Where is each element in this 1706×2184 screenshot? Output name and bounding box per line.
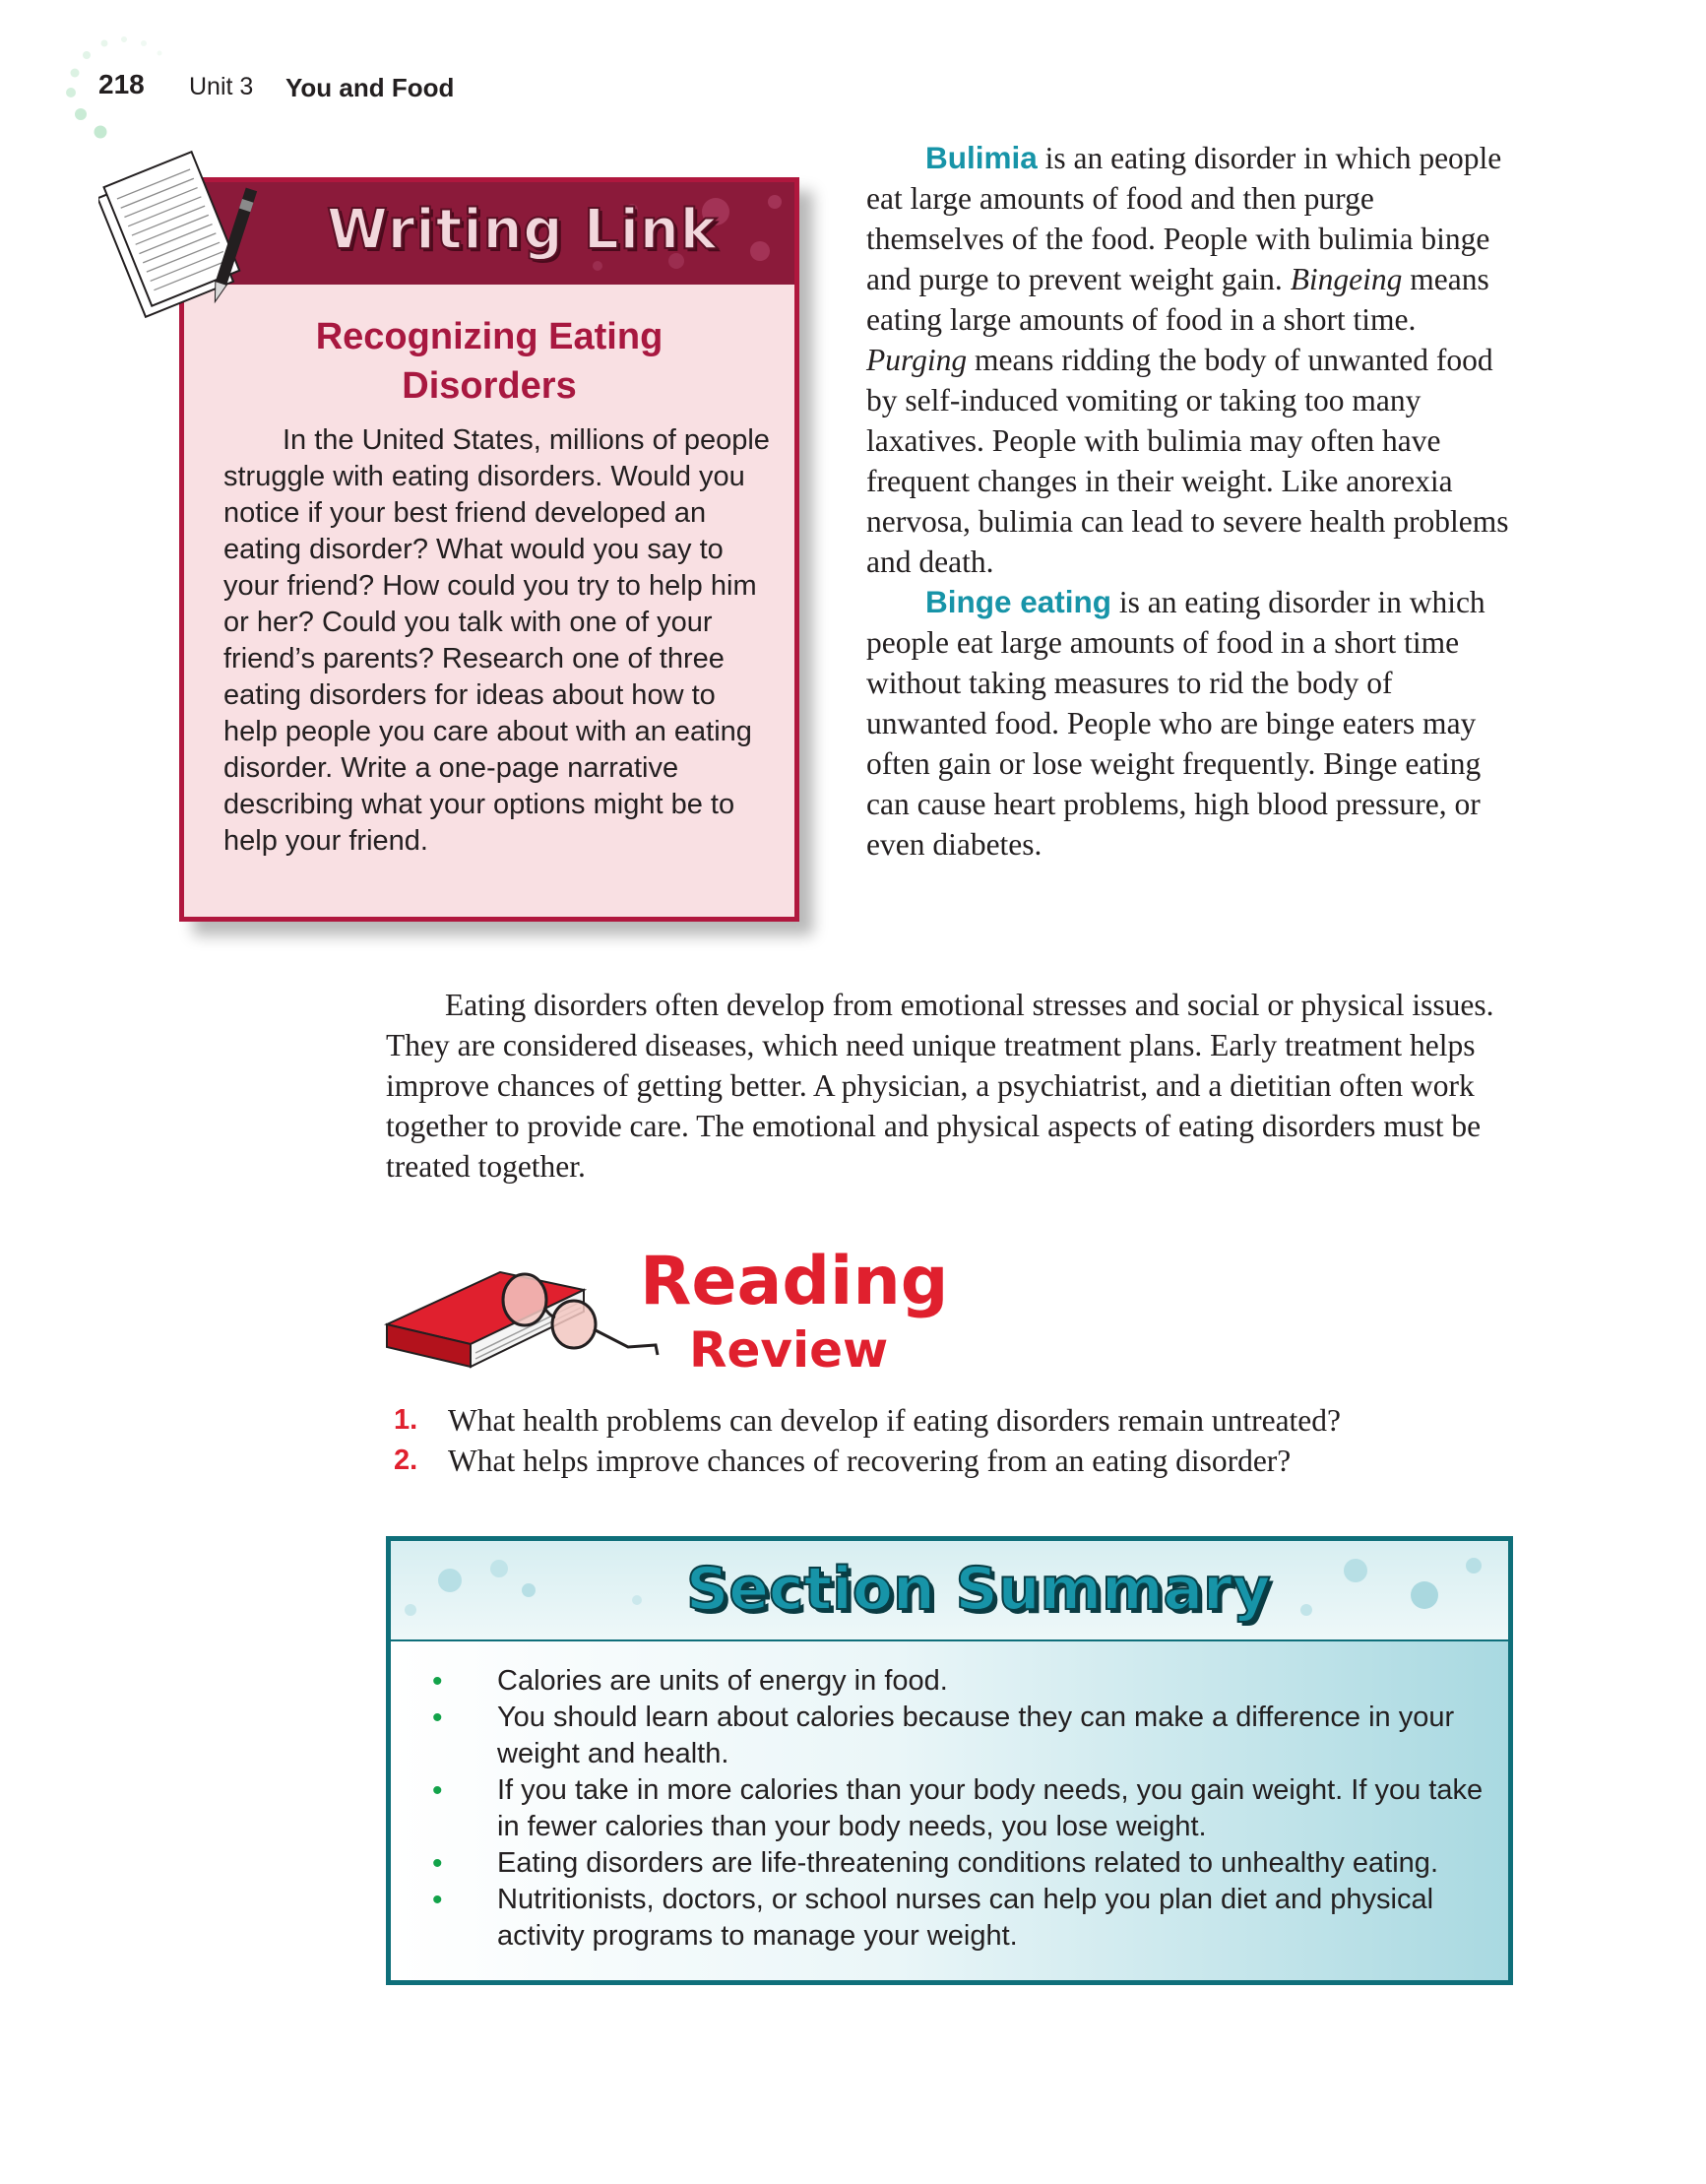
italic-bingeing: Bingeing — [1290, 262, 1403, 296]
right-column — [866, 138, 1516, 865]
bulimia-text-3: means ridding the body of unwanted food by self-induced vomiting or taking too many laxatives. People with bulimia may often have frequent changes in their weight. Like anorexia nervosa, bulimia can lead to severe health problems and death. — [866, 343, 1509, 579]
bulimia-paragraph — [866, 138, 1516, 582]
section-summary-box — [386, 1536, 1513, 1985]
eating-disorders-paragraph: Eating disorders often develop from emotional stresses and social or physical issues. They are considered diseases, which need unique treatment plans. Early treatment helps improve chances of getting better. A physician, a psychiatrist, and a dietitian often work together to provide care. The emotional and physical aspects of eating disorders must be treated together. — [386, 988, 1494, 1184]
question-number: 1. — [394, 1404, 418, 1436]
section-summary-list — [420, 1663, 1484, 1955]
writing-link-box — [179, 177, 799, 922]
bullet-icon: • — [432, 1847, 443, 1880]
bullet-icon: • — [432, 1774, 443, 1807]
bullet-icon: • — [432, 1665, 443, 1698]
binge-eating-text: is an eating disorder in which people eat large amounts of food in a short time without taking measures to rid the body of unwanted food. People who are binge eaters may often gain or lose weight frequently. Binge eating can cause heart problems, high blood pressure, or even diabetes. — [866, 585, 1485, 862]
section-summary-title: Section Summary — [686, 1555, 1271, 1624]
reading-review-title-1: Reading — [640, 1243, 949, 1320]
summary-text: If you take in more calories than your body needs, you gain weight. If you take in fewer calories than your body needs, you lose weight. — [497, 1774, 1484, 1842]
book-glasses-icon — [382, 1251, 667, 1374]
term-bulimia: Bulimia — [925, 140, 1038, 175]
bullet-icon: • — [432, 1702, 443, 1734]
italic-purging: Purging — [866, 343, 968, 377]
list-item — [420, 1700, 1484, 1772]
bulimia-text-2: means eating large amounts of food in a short time. — [866, 262, 1489, 337]
writing-link-banner — [184, 182, 794, 285]
list-item — [394, 1400, 1341, 1441]
question-number: 2. — [394, 1445, 418, 1476]
binge-eating-paragraph — [866, 582, 1516, 865]
unit-label: Unit 3 — [189, 73, 254, 100]
question-text: What helps improve chances of recovering from an eating disorder? — [448, 1444, 1292, 1478]
reading-review-list — [394, 1400, 1341, 1481]
page-number: 218 — [98, 69, 145, 99]
summary-text: Eating disorders are life-threatening conditions related to unhealthy eating. — [497, 1847, 1438, 1879]
section-summary-banner — [391, 1541, 1508, 1641]
unit-title: You and Food — [285, 73, 455, 102]
summary-text: Nutritionists, doctors, or school nurses can help you plan diet and physical activity programs to manage your weight. — [497, 1884, 1434, 1952]
writing-link-body: In the United States, millions of people struggle with eating disorders. Would you notice if your best friend developed an eating disorder? What would you say to your friend? How could you try to help him or her? Could you talk with one of your friend’s parents? Research one of three eating disorders for ideas about how to help people you care about with an eating disorder. Write a one-page narrative describing what your options might be to help your friend. — [223, 424, 770, 857]
summary-text: Calories are units of energy in food. — [497, 1665, 948, 1697]
list-item — [394, 1441, 1341, 1481]
list-item — [420, 1882, 1484, 1955]
bullet-icon: • — [432, 1884, 443, 1916]
reading-review-title-2: Review — [689, 1321, 889, 1379]
bulimia-text-1: is an eating disorder in which people eat large amounts of food and then purge themselves of the food. People with bulimia binge and purge to prevent weight gain. — [866, 141, 1502, 296]
list-item — [420, 1772, 1484, 1845]
list-item — [420, 1845, 1484, 1882]
writing-link-title: Writing Link — [327, 198, 718, 262]
question-text: What health problems can develop if eating disorders remain untreated? — [448, 1403, 1342, 1438]
summary-text: You should learn about calories because they can make a difference in your weight and health. — [497, 1702, 1455, 1769]
paper-pen-icon — [98, 148, 266, 320]
writing-link-heading: Recognizing Eating Disorders — [315, 316, 663, 407]
list-item — [420, 1663, 1484, 1700]
term-binge-eating: Binge eating — [925, 584, 1112, 619]
